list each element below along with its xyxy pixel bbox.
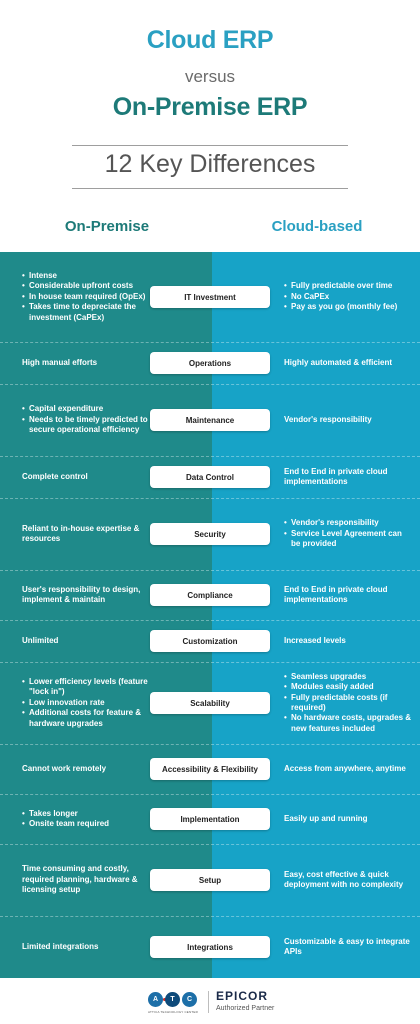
cloud-cell: [284, 916, 412, 978]
bullet-item: • Lower efficiency levels (feature "lock in"): [22, 677, 152, 698]
on-premise-cell: [22, 662, 152, 744]
bullet-item: • Modules easily added: [284, 682, 412, 692]
bullet-item: • No CaPEx: [284, 292, 397, 302]
on-premise-cell: [22, 570, 152, 620]
divider-top: [72, 145, 348, 146]
on-premise-cell: [22, 744, 152, 794]
atc-logo-letter-a: A: [148, 992, 163, 1007]
cell-text: Easily up and running: [284, 813, 368, 823]
category-label: Integrations: [150, 936, 270, 958]
title-versus: versus: [184, 67, 236, 86]
on-premise-cell: [22, 620, 152, 662]
bullet-item: • Additional costs for feature & hardware upgrades: [22, 708, 152, 729]
bullet-item: • Low innovation rate: [22, 698, 152, 708]
cloud-cell: [284, 456, 412, 498]
on-premise-cell: [22, 844, 152, 916]
cloud-cell: [284, 844, 412, 916]
category-label: Data Control: [150, 466, 270, 488]
comparison-row: [0, 794, 420, 844]
atc-logo: [148, 989, 198, 1015]
bullet-list: [284, 518, 412, 549]
cell-text: Vendor's responsibility: [284, 414, 372, 424]
bullet-item: • Capital expenditure: [22, 404, 152, 414]
cell-text: Limited integrations: [22, 941, 99, 951]
comparison-row: [0, 384, 420, 456]
comparison-row: [0, 252, 420, 342]
category-label: Implementation: [150, 808, 270, 830]
comparison-row: [0, 844, 420, 916]
comparison-grid: [0, 252, 420, 978]
footer: [0, 978, 420, 1024]
cloud-cell: [284, 662, 412, 744]
title-cloud-erp: Cloud ERP: [146, 26, 274, 54]
cell-text: Highly automated & efficient: [284, 357, 393, 367]
bullet-item: • Seamless upgrades: [284, 672, 412, 682]
cloud-cell: [284, 744, 412, 794]
comparison-row: [0, 570, 420, 620]
cell-text: User's responsibility to design, implement & maintain: [22, 584, 141, 604]
cloud-cell: [284, 570, 412, 620]
bullet-item: • Onsite team required: [22, 819, 109, 829]
column-heading-cloud: Cloud-based: [271, 218, 363, 235]
bullet-item: • No hardware costs, upgrades & new features included: [284, 713, 412, 734]
comparison-row: [0, 498, 420, 570]
comparison-row: [0, 662, 420, 744]
bullet-list: [22, 677, 152, 729]
on-premise-cell: [22, 252, 152, 342]
cell-text: Unlimited: [22, 635, 59, 645]
cell-text: Reliant to in-house expertise & resources: [22, 523, 140, 543]
comparison-row: [0, 916, 420, 978]
cell-text: End to End in private cloud implementations: [284, 584, 388, 604]
comparison-row: [0, 342, 420, 384]
bullet-item: • Vendor's responsibility: [284, 518, 412, 528]
bullet-list: [284, 281, 397, 312]
bullet-list: [22, 271, 152, 323]
category-label: IT Investment: [150, 286, 270, 308]
authorized-partner-label: Authorized Partner: [216, 1005, 275, 1012]
comparison-row: [0, 456, 420, 498]
bullet-item: • Service Level Agreement can be provided: [284, 529, 412, 550]
comparison-row: [0, 744, 420, 794]
category-label: Accessibility & Flexibility: [150, 758, 270, 780]
bullet-list: [22, 809, 109, 830]
cloud-cell: [284, 342, 412, 384]
atc-logo-letter-c: C: [182, 992, 197, 1007]
bullet-list: [22, 404, 152, 435]
category-label: Scalability: [150, 692, 270, 714]
column-heading-on-premise: On-Premise: [64, 218, 150, 235]
subtitle: 12 Key Differences: [104, 150, 316, 178]
on-premise-cell: [22, 794, 152, 844]
cell-text: End to End in private cloud implementations: [284, 466, 388, 486]
category-label: Maintenance: [150, 409, 270, 431]
category-label: Compliance: [150, 584, 270, 606]
on-premise-cell: [22, 384, 152, 456]
comparison-row: [0, 620, 420, 662]
cloud-cell: [284, 620, 412, 662]
bullet-list: [284, 672, 412, 734]
on-premise-cell: [22, 342, 152, 384]
bullet-item: • Takes time to depreciate the investment (CaPEx): [22, 302, 152, 323]
bullet-item: • In house team required (OpEx): [22, 292, 152, 302]
cell-text: Access from anywhere, anytime: [284, 763, 406, 773]
category-label: Customization: [150, 630, 270, 652]
title-on-premise-erp: On-Premise ERP: [112, 93, 308, 121]
epicor-logo: EPICOR: [216, 989, 269, 1003]
category-label: Setup: [150, 869, 270, 891]
bullet-item: • Pay as you go (monthly fee): [284, 302, 397, 312]
atc-logo-letter-t: T: [165, 992, 180, 1007]
cell-text: Complete control: [22, 471, 88, 481]
on-premise-cell: [22, 916, 152, 978]
cell-text: High manual efforts: [22, 357, 98, 367]
bullet-item: • Fully predictable over time: [284, 281, 397, 291]
cell-text: Time consuming and costly, required planning, hardware & licensing setup: [22, 864, 138, 895]
divider-bottom: [72, 188, 348, 189]
category-label: Operations: [150, 352, 270, 374]
atc-tagline: ATTICA TECHNOLOGY CENTER: [148, 1010, 198, 1014]
cell-text: Customizable & easy to integrate APIs: [284, 936, 410, 956]
footer-divider: [208, 991, 209, 1013]
bullet-item: • Takes longer: [22, 809, 109, 819]
cell-text: Increased levels: [284, 635, 346, 645]
bullet-item: • Considerable upfront costs: [22, 281, 152, 291]
on-premise-cell: [22, 456, 152, 498]
cell-text: Cannot work remotely: [22, 763, 107, 773]
bullet-item: • Fully predictable costs (if required): [284, 693, 412, 714]
cloud-cell: [284, 252, 412, 342]
cloud-cell: [284, 498, 412, 570]
on-premise-cell: [22, 498, 152, 570]
bullet-item: • Intense: [22, 271, 152, 281]
cloud-cell: [284, 384, 412, 456]
cell-text: Easy, cost effective & quick deployment with no complexity: [284, 869, 404, 889]
header: [0, 0, 420, 250]
bullet-item: • Needs to be timely predicted to secure operational efficiency: [22, 415, 152, 436]
category-label: Security: [150, 523, 270, 545]
cloud-cell: [284, 794, 412, 844]
